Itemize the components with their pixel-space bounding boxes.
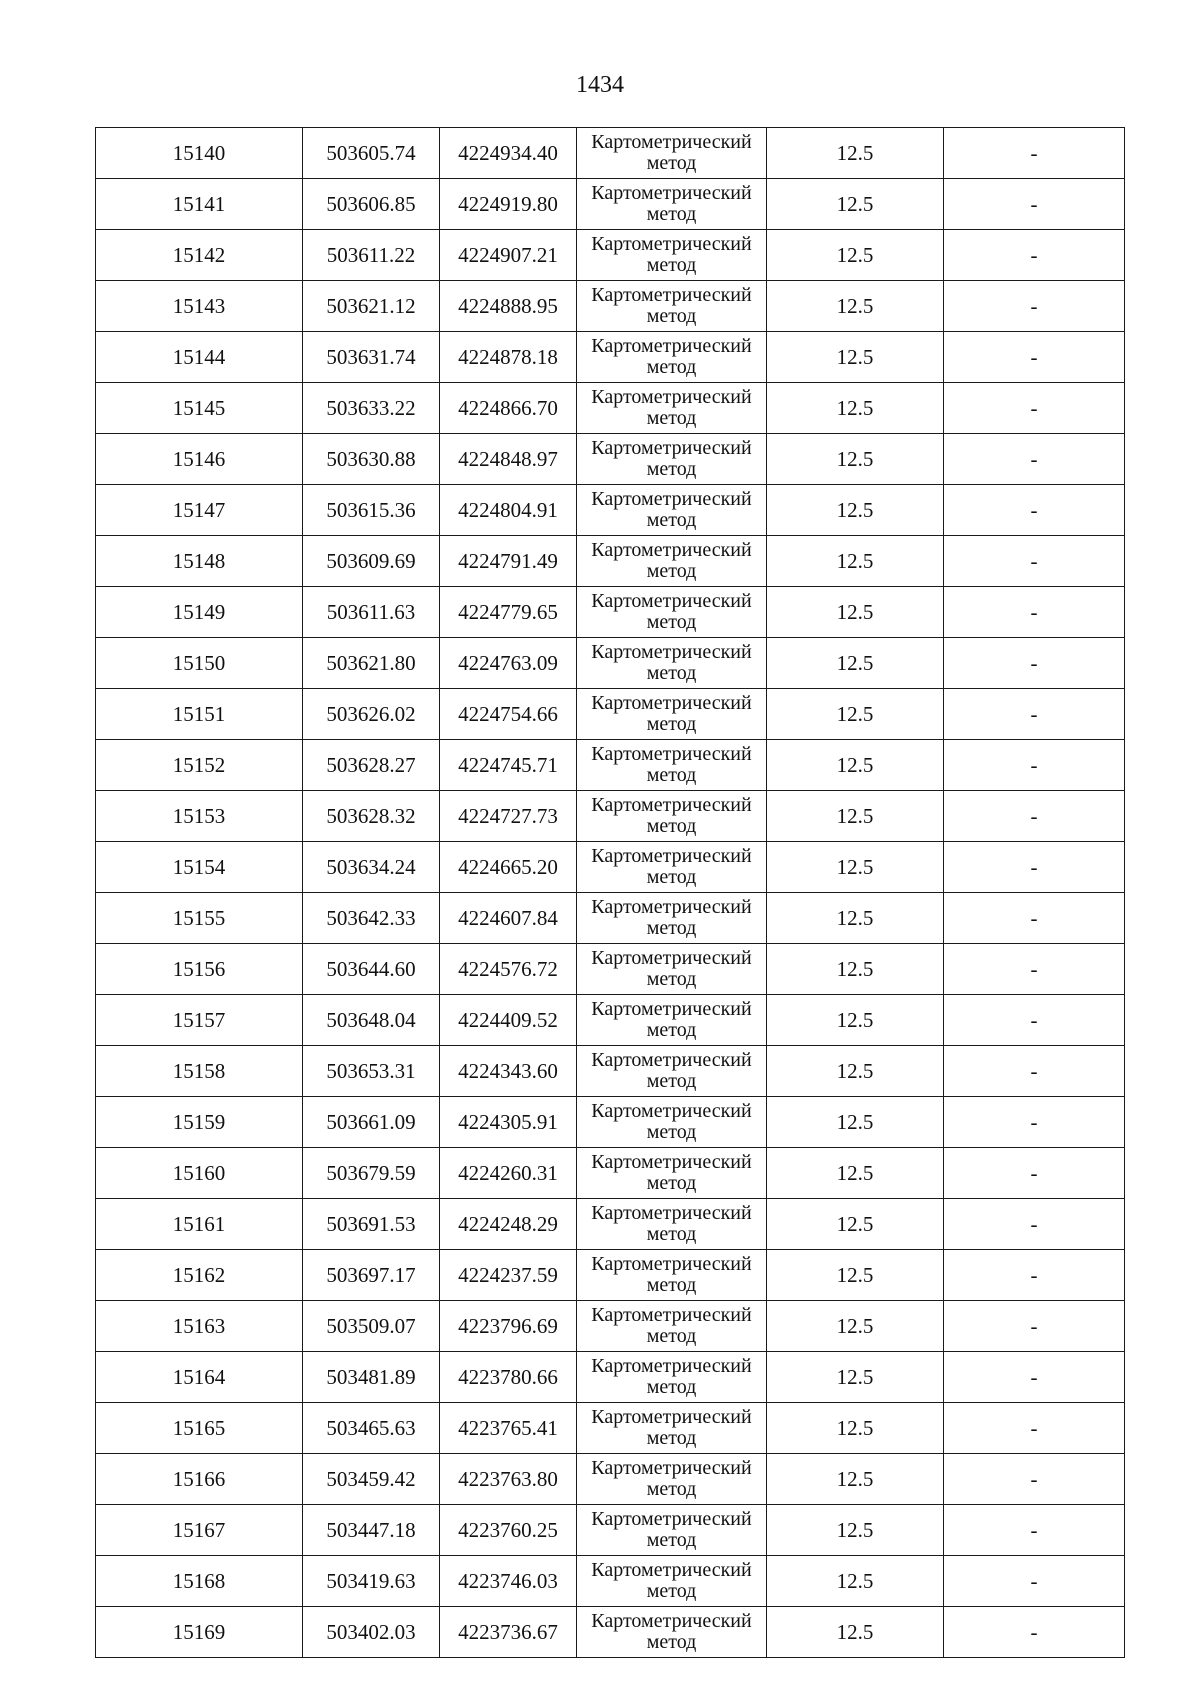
note-cell: - xyxy=(944,689,1125,740)
method-line-1: Картометрический xyxy=(591,692,752,714)
accuracy-cell: 12.5 xyxy=(767,1403,944,1454)
x-coordinate-cell: 503611.63 xyxy=(303,587,440,638)
method-line-2: метод xyxy=(646,203,697,225)
point-number-cell: 15146 xyxy=(96,434,303,485)
x-coordinate-cell: 503611.22 xyxy=(303,230,440,281)
point-number-cell: 15167 xyxy=(96,1505,303,1556)
table-row xyxy=(96,281,1125,332)
accuracy-cell: 12.5 xyxy=(767,638,944,689)
method-cell xyxy=(577,689,767,740)
method-line-1: Картометрический xyxy=(591,488,752,510)
point-number-cell: 15160 xyxy=(96,1148,303,1199)
point-number-cell: 15149 xyxy=(96,587,303,638)
point-number-cell: 15152 xyxy=(96,740,303,791)
accuracy-cell: 12.5 xyxy=(767,1301,944,1352)
accuracy-cell: 12.5 xyxy=(767,179,944,230)
note-cell: - xyxy=(944,995,1125,1046)
point-number-cell: 15140 xyxy=(96,128,303,179)
accuracy-cell: 12.5 xyxy=(767,485,944,536)
accuracy-cell: 12.5 xyxy=(767,1199,944,1250)
y-coordinate-cell: 4224779.65 xyxy=(440,587,577,638)
method-cell xyxy=(577,281,767,332)
point-number-cell: 15155 xyxy=(96,893,303,944)
table-row xyxy=(96,1148,1125,1199)
method-line-2: метод xyxy=(646,968,697,990)
point-number-cell: 15157 xyxy=(96,995,303,1046)
y-coordinate-cell: 4224919.80 xyxy=(440,179,577,230)
method-line-2: метод xyxy=(646,1019,697,1041)
page-number: 1434 xyxy=(576,72,624,98)
point-number-cell: 15161 xyxy=(96,1199,303,1250)
point-number-cell: 15148 xyxy=(96,536,303,587)
x-coordinate-cell: 503633.22 xyxy=(303,383,440,434)
x-coordinate-cell: 503653.31 xyxy=(303,1046,440,1097)
method-line-2: метод xyxy=(646,1070,697,1092)
note-cell: - xyxy=(944,434,1125,485)
accuracy-cell: 12.5 xyxy=(767,536,944,587)
y-coordinate-cell: 4224409.52 xyxy=(440,995,577,1046)
method-line-2: метод xyxy=(646,611,697,633)
y-coordinate-cell: 4223765.41 xyxy=(440,1403,577,1454)
x-coordinate-cell: 503459.42 xyxy=(303,1454,440,1505)
y-coordinate-cell: 4223746.03 xyxy=(440,1556,577,1607)
point-number-cell: 15165 xyxy=(96,1403,303,1454)
method-line-1: Картометрический xyxy=(591,1049,752,1071)
y-coordinate-cell: 4224763.09 xyxy=(440,638,577,689)
note-cell: - xyxy=(944,1505,1125,1556)
accuracy-cell: 12.5 xyxy=(767,1250,944,1301)
x-coordinate-cell: 503447.18 xyxy=(303,1505,440,1556)
y-coordinate-cell: 4223736.67 xyxy=(440,1607,577,1658)
accuracy-cell: 12.5 xyxy=(767,1352,944,1403)
x-coordinate-cell: 503402.03 xyxy=(303,1607,440,1658)
method-cell xyxy=(577,1097,767,1148)
table-row xyxy=(96,1607,1125,1658)
method-line-2: метод xyxy=(646,866,697,888)
method-line-1: Картометрический xyxy=(591,1151,752,1173)
method-line-2: метод xyxy=(646,356,697,378)
method-line-2: метод xyxy=(646,1631,697,1653)
x-coordinate-cell: 503606.85 xyxy=(303,179,440,230)
method-line-1: Картометрический xyxy=(591,1508,752,1530)
table-row xyxy=(96,1250,1125,1301)
method-cell xyxy=(577,1199,767,1250)
x-coordinate-cell: 503697.17 xyxy=(303,1250,440,1301)
note-cell: - xyxy=(944,1046,1125,1097)
y-coordinate-cell: 4224248.29 xyxy=(440,1199,577,1250)
point-number-cell: 15169 xyxy=(96,1607,303,1658)
point-number-cell: 15168 xyxy=(96,1556,303,1607)
note-cell: - xyxy=(944,230,1125,281)
method-cell xyxy=(577,791,767,842)
note-cell: - xyxy=(944,1454,1125,1505)
note-cell: - xyxy=(944,842,1125,893)
method-line-2: метод xyxy=(646,1376,697,1398)
y-coordinate-cell: 4224727.73 xyxy=(440,791,577,842)
accuracy-cell: 12.5 xyxy=(767,230,944,281)
accuracy-cell: 12.5 xyxy=(767,1454,944,1505)
method-line-2: метод xyxy=(646,1172,697,1194)
method-line-1: Картометрический xyxy=(591,1304,752,1326)
x-coordinate-cell: 503661.09 xyxy=(303,1097,440,1148)
y-coordinate-cell: 4224866.70 xyxy=(440,383,577,434)
y-coordinate-cell: 4224607.84 xyxy=(440,893,577,944)
note-cell: - xyxy=(944,1556,1125,1607)
method-line-2: метод xyxy=(646,305,697,327)
method-line-2: метод xyxy=(646,1427,697,1449)
method-line-1: Картометрический xyxy=(591,845,752,867)
note-cell: - xyxy=(944,179,1125,230)
x-coordinate-cell: 503609.69 xyxy=(303,536,440,587)
point-number-cell: 15159 xyxy=(96,1097,303,1148)
note-cell: - xyxy=(944,536,1125,587)
method-cell xyxy=(577,230,767,281)
method-line-1: Картометрический xyxy=(591,998,752,1020)
method-line-1: Картометрический xyxy=(591,335,752,357)
y-coordinate-cell: 4224878.18 xyxy=(440,332,577,383)
accuracy-cell: 12.5 xyxy=(767,842,944,893)
method-line-1: Картометрический xyxy=(591,1202,752,1224)
method-line-1: Картометрический xyxy=(591,131,752,153)
method-cell xyxy=(577,995,767,1046)
method-cell xyxy=(577,587,767,638)
note-cell: - xyxy=(944,1199,1125,1250)
point-number-cell: 15164 xyxy=(96,1352,303,1403)
accuracy-cell: 12.5 xyxy=(767,434,944,485)
method-cell xyxy=(577,1403,767,1454)
x-coordinate-cell: 503634.24 xyxy=(303,842,440,893)
method-line-1: Картометрический xyxy=(591,1457,752,1479)
method-line-1: Картометрический xyxy=(591,1406,752,1428)
method-cell xyxy=(577,1454,767,1505)
point-number-cell: 15153 xyxy=(96,791,303,842)
note-cell: - xyxy=(944,128,1125,179)
table-row xyxy=(96,1352,1125,1403)
table-row xyxy=(96,485,1125,536)
accuracy-cell: 12.5 xyxy=(767,791,944,842)
y-coordinate-cell: 4224343.60 xyxy=(440,1046,577,1097)
x-coordinate-cell: 503630.88 xyxy=(303,434,440,485)
note-cell: - xyxy=(944,485,1125,536)
x-coordinate-cell: 503691.53 xyxy=(303,1199,440,1250)
method-line-2: метод xyxy=(646,713,697,735)
point-number-cell: 15151 xyxy=(96,689,303,740)
accuracy-cell: 12.5 xyxy=(767,332,944,383)
table-row xyxy=(96,740,1125,791)
method-cell xyxy=(577,1250,767,1301)
method-cell xyxy=(577,179,767,230)
note-cell: - xyxy=(944,1403,1125,1454)
accuracy-cell: 12.5 xyxy=(767,587,944,638)
table-row xyxy=(96,842,1125,893)
table-row xyxy=(96,536,1125,587)
method-line-1: Картометрический xyxy=(591,1253,752,1275)
table-row xyxy=(96,587,1125,638)
y-coordinate-cell: 4223780.66 xyxy=(440,1352,577,1403)
method-cell xyxy=(577,1352,767,1403)
accuracy-cell: 12.5 xyxy=(767,944,944,995)
y-coordinate-cell: 4224260.31 xyxy=(440,1148,577,1199)
note-cell: - xyxy=(944,1607,1125,1658)
x-coordinate-cell: 503621.12 xyxy=(303,281,440,332)
method-line-2: метод xyxy=(646,509,697,531)
point-number-cell: 15166 xyxy=(96,1454,303,1505)
accuracy-cell: 12.5 xyxy=(767,689,944,740)
y-coordinate-cell: 4224934.40 xyxy=(440,128,577,179)
table-row xyxy=(96,179,1125,230)
method-cell xyxy=(577,128,767,179)
method-cell xyxy=(577,1505,767,1556)
x-coordinate-cell: 503509.07 xyxy=(303,1301,440,1352)
note-cell: - xyxy=(944,332,1125,383)
table-row xyxy=(96,1556,1125,1607)
method-cell xyxy=(577,1607,767,1658)
y-coordinate-cell: 4224804.91 xyxy=(440,485,577,536)
table-row xyxy=(96,791,1125,842)
accuracy-cell: 12.5 xyxy=(767,893,944,944)
accuracy-cell: 12.5 xyxy=(767,740,944,791)
note-cell: - xyxy=(944,638,1125,689)
accuracy-cell: 12.5 xyxy=(767,995,944,1046)
note-cell: - xyxy=(944,1352,1125,1403)
y-coordinate-cell: 4224305.91 xyxy=(440,1097,577,1148)
point-number-cell: 15147 xyxy=(96,485,303,536)
method-cell xyxy=(577,638,767,689)
method-line-1: Картометрический xyxy=(591,947,752,969)
table-row xyxy=(96,1454,1125,1505)
table-row xyxy=(96,1301,1125,1352)
method-cell xyxy=(577,1148,767,1199)
table-row xyxy=(96,893,1125,944)
method-cell xyxy=(577,332,767,383)
y-coordinate-cell: 4223760.25 xyxy=(440,1505,577,1556)
point-number-cell: 15154 xyxy=(96,842,303,893)
y-coordinate-cell: 4224576.72 xyxy=(440,944,577,995)
method-line-1: Картометрический xyxy=(591,182,752,204)
y-coordinate-cell: 4224888.95 xyxy=(440,281,577,332)
y-coordinate-cell: 4224907.21 xyxy=(440,230,577,281)
table-row xyxy=(96,1199,1125,1250)
point-number-cell: 15150 xyxy=(96,638,303,689)
method-cell xyxy=(577,1046,767,1097)
table-row xyxy=(96,332,1125,383)
method-line-1: Картометрический xyxy=(591,1610,752,1632)
table-row xyxy=(96,383,1125,434)
method-cell xyxy=(577,434,767,485)
note-cell: - xyxy=(944,587,1125,638)
y-coordinate-cell: 4224745.71 xyxy=(440,740,577,791)
method-line-1: Картометрический xyxy=(591,1559,752,1581)
method-cell xyxy=(577,740,767,791)
point-number-cell: 15162 xyxy=(96,1250,303,1301)
accuracy-cell: 12.5 xyxy=(767,1556,944,1607)
method-line-1: Картометрический xyxy=(591,386,752,408)
point-number-cell: 15145 xyxy=(96,383,303,434)
x-coordinate-cell: 503465.63 xyxy=(303,1403,440,1454)
x-coordinate-cell: 503631.74 xyxy=(303,332,440,383)
point-number-cell: 15156 xyxy=(96,944,303,995)
table-row xyxy=(96,1403,1125,1454)
point-number-cell: 15163 xyxy=(96,1301,303,1352)
method-line-2: метод xyxy=(646,1325,697,1347)
accuracy-cell: 12.5 xyxy=(767,1097,944,1148)
method-line-1: Картометрический xyxy=(591,1355,752,1377)
note-cell: - xyxy=(944,281,1125,332)
method-line-1: Картометрический xyxy=(591,539,752,561)
method-line-1: Картометрический xyxy=(591,641,752,663)
method-line-2: метод xyxy=(646,815,697,837)
table-row xyxy=(96,638,1125,689)
method-cell xyxy=(577,485,767,536)
accuracy-cell: 12.5 xyxy=(767,383,944,434)
table-row xyxy=(96,1097,1125,1148)
point-number-cell: 15158 xyxy=(96,1046,303,1097)
method-cell xyxy=(577,1301,767,1352)
coordinates-table xyxy=(95,127,1125,1658)
method-line-1: Картометрический xyxy=(591,284,752,306)
x-coordinate-cell: 503481.89 xyxy=(303,1352,440,1403)
method-line-2: метод xyxy=(646,254,697,276)
note-cell: - xyxy=(944,1148,1125,1199)
accuracy-cell: 12.5 xyxy=(767,281,944,332)
method-line-1: Картометрический xyxy=(591,794,752,816)
accuracy-cell: 12.5 xyxy=(767,1046,944,1097)
note-cell: - xyxy=(944,1301,1125,1352)
method-line-2: метод xyxy=(646,917,697,939)
x-coordinate-cell: 503626.02 xyxy=(303,689,440,740)
y-coordinate-cell: 4224237.59 xyxy=(440,1250,577,1301)
y-coordinate-cell: 4224754.66 xyxy=(440,689,577,740)
method-line-1: Картометрический xyxy=(591,437,752,459)
method-line-2: метод xyxy=(646,1478,697,1500)
table-row xyxy=(96,689,1125,740)
method-cell xyxy=(577,944,767,995)
table-row xyxy=(96,434,1125,485)
method-line-2: метод xyxy=(646,1580,697,1602)
x-coordinate-cell: 503679.59 xyxy=(303,1148,440,1199)
table-row xyxy=(96,1046,1125,1097)
method-line-2: метод xyxy=(646,1223,697,1245)
table-row xyxy=(96,944,1125,995)
method-line-2: метод xyxy=(646,1274,697,1296)
x-coordinate-cell: 503419.63 xyxy=(303,1556,440,1607)
x-coordinate-cell: 503644.60 xyxy=(303,944,440,995)
accuracy-cell: 12.5 xyxy=(767,1607,944,1658)
y-coordinate-cell: 4224848.97 xyxy=(440,434,577,485)
note-cell: - xyxy=(944,893,1125,944)
accuracy-cell: 12.5 xyxy=(767,1505,944,1556)
y-coordinate-cell: 4223796.69 xyxy=(440,1301,577,1352)
table-row xyxy=(96,1505,1125,1556)
note-cell: - xyxy=(944,944,1125,995)
x-coordinate-cell: 503605.74 xyxy=(303,128,440,179)
point-number-cell: 15144 xyxy=(96,332,303,383)
method-line-2: метод xyxy=(646,764,697,786)
method-cell xyxy=(577,842,767,893)
note-cell: - xyxy=(944,791,1125,842)
method-line-2: метод xyxy=(646,1121,697,1143)
table-row xyxy=(96,995,1125,1046)
method-cell xyxy=(577,536,767,587)
y-coordinate-cell: 4224791.49 xyxy=(440,536,577,587)
method-cell xyxy=(577,383,767,434)
x-coordinate-cell: 503628.32 xyxy=(303,791,440,842)
method-line-1: Картометрический xyxy=(591,896,752,918)
x-coordinate-cell: 503621.80 xyxy=(303,638,440,689)
method-line-2: метод xyxy=(646,407,697,429)
method-line-1: Картометрический xyxy=(591,1100,752,1122)
note-cell: - xyxy=(944,1097,1125,1148)
note-cell: - xyxy=(944,1250,1125,1301)
table-body xyxy=(96,128,1125,1658)
method-line-1: Картометрический xyxy=(591,743,752,765)
x-coordinate-cell: 503648.04 xyxy=(303,995,440,1046)
method-line-1: Картометрический xyxy=(591,590,752,612)
method-line-2: метод xyxy=(646,662,697,684)
method-line-2: метод xyxy=(646,458,697,480)
accuracy-cell: 12.5 xyxy=(767,1148,944,1199)
point-number-cell: 15141 xyxy=(96,179,303,230)
table-row xyxy=(96,128,1125,179)
method-line-1: Картометрический xyxy=(591,233,752,255)
note-cell: - xyxy=(944,383,1125,434)
note-cell: - xyxy=(944,740,1125,791)
method-line-2: метод xyxy=(646,1529,697,1551)
y-coordinate-cell: 4224665.20 xyxy=(440,842,577,893)
table-row xyxy=(96,230,1125,281)
x-coordinate-cell: 503628.27 xyxy=(303,740,440,791)
x-coordinate-cell: 503642.33 xyxy=(303,893,440,944)
method-cell xyxy=(577,1556,767,1607)
point-number-cell: 15143 xyxy=(96,281,303,332)
method-line-2: метод xyxy=(646,152,697,174)
y-coordinate-cell: 4223763.80 xyxy=(440,1454,577,1505)
method-line-2: метод xyxy=(646,560,697,582)
point-number-cell: 15142 xyxy=(96,230,303,281)
method-cell xyxy=(577,893,767,944)
x-coordinate-cell: 503615.36 xyxy=(303,485,440,536)
accuracy-cell: 12.5 xyxy=(767,128,944,179)
